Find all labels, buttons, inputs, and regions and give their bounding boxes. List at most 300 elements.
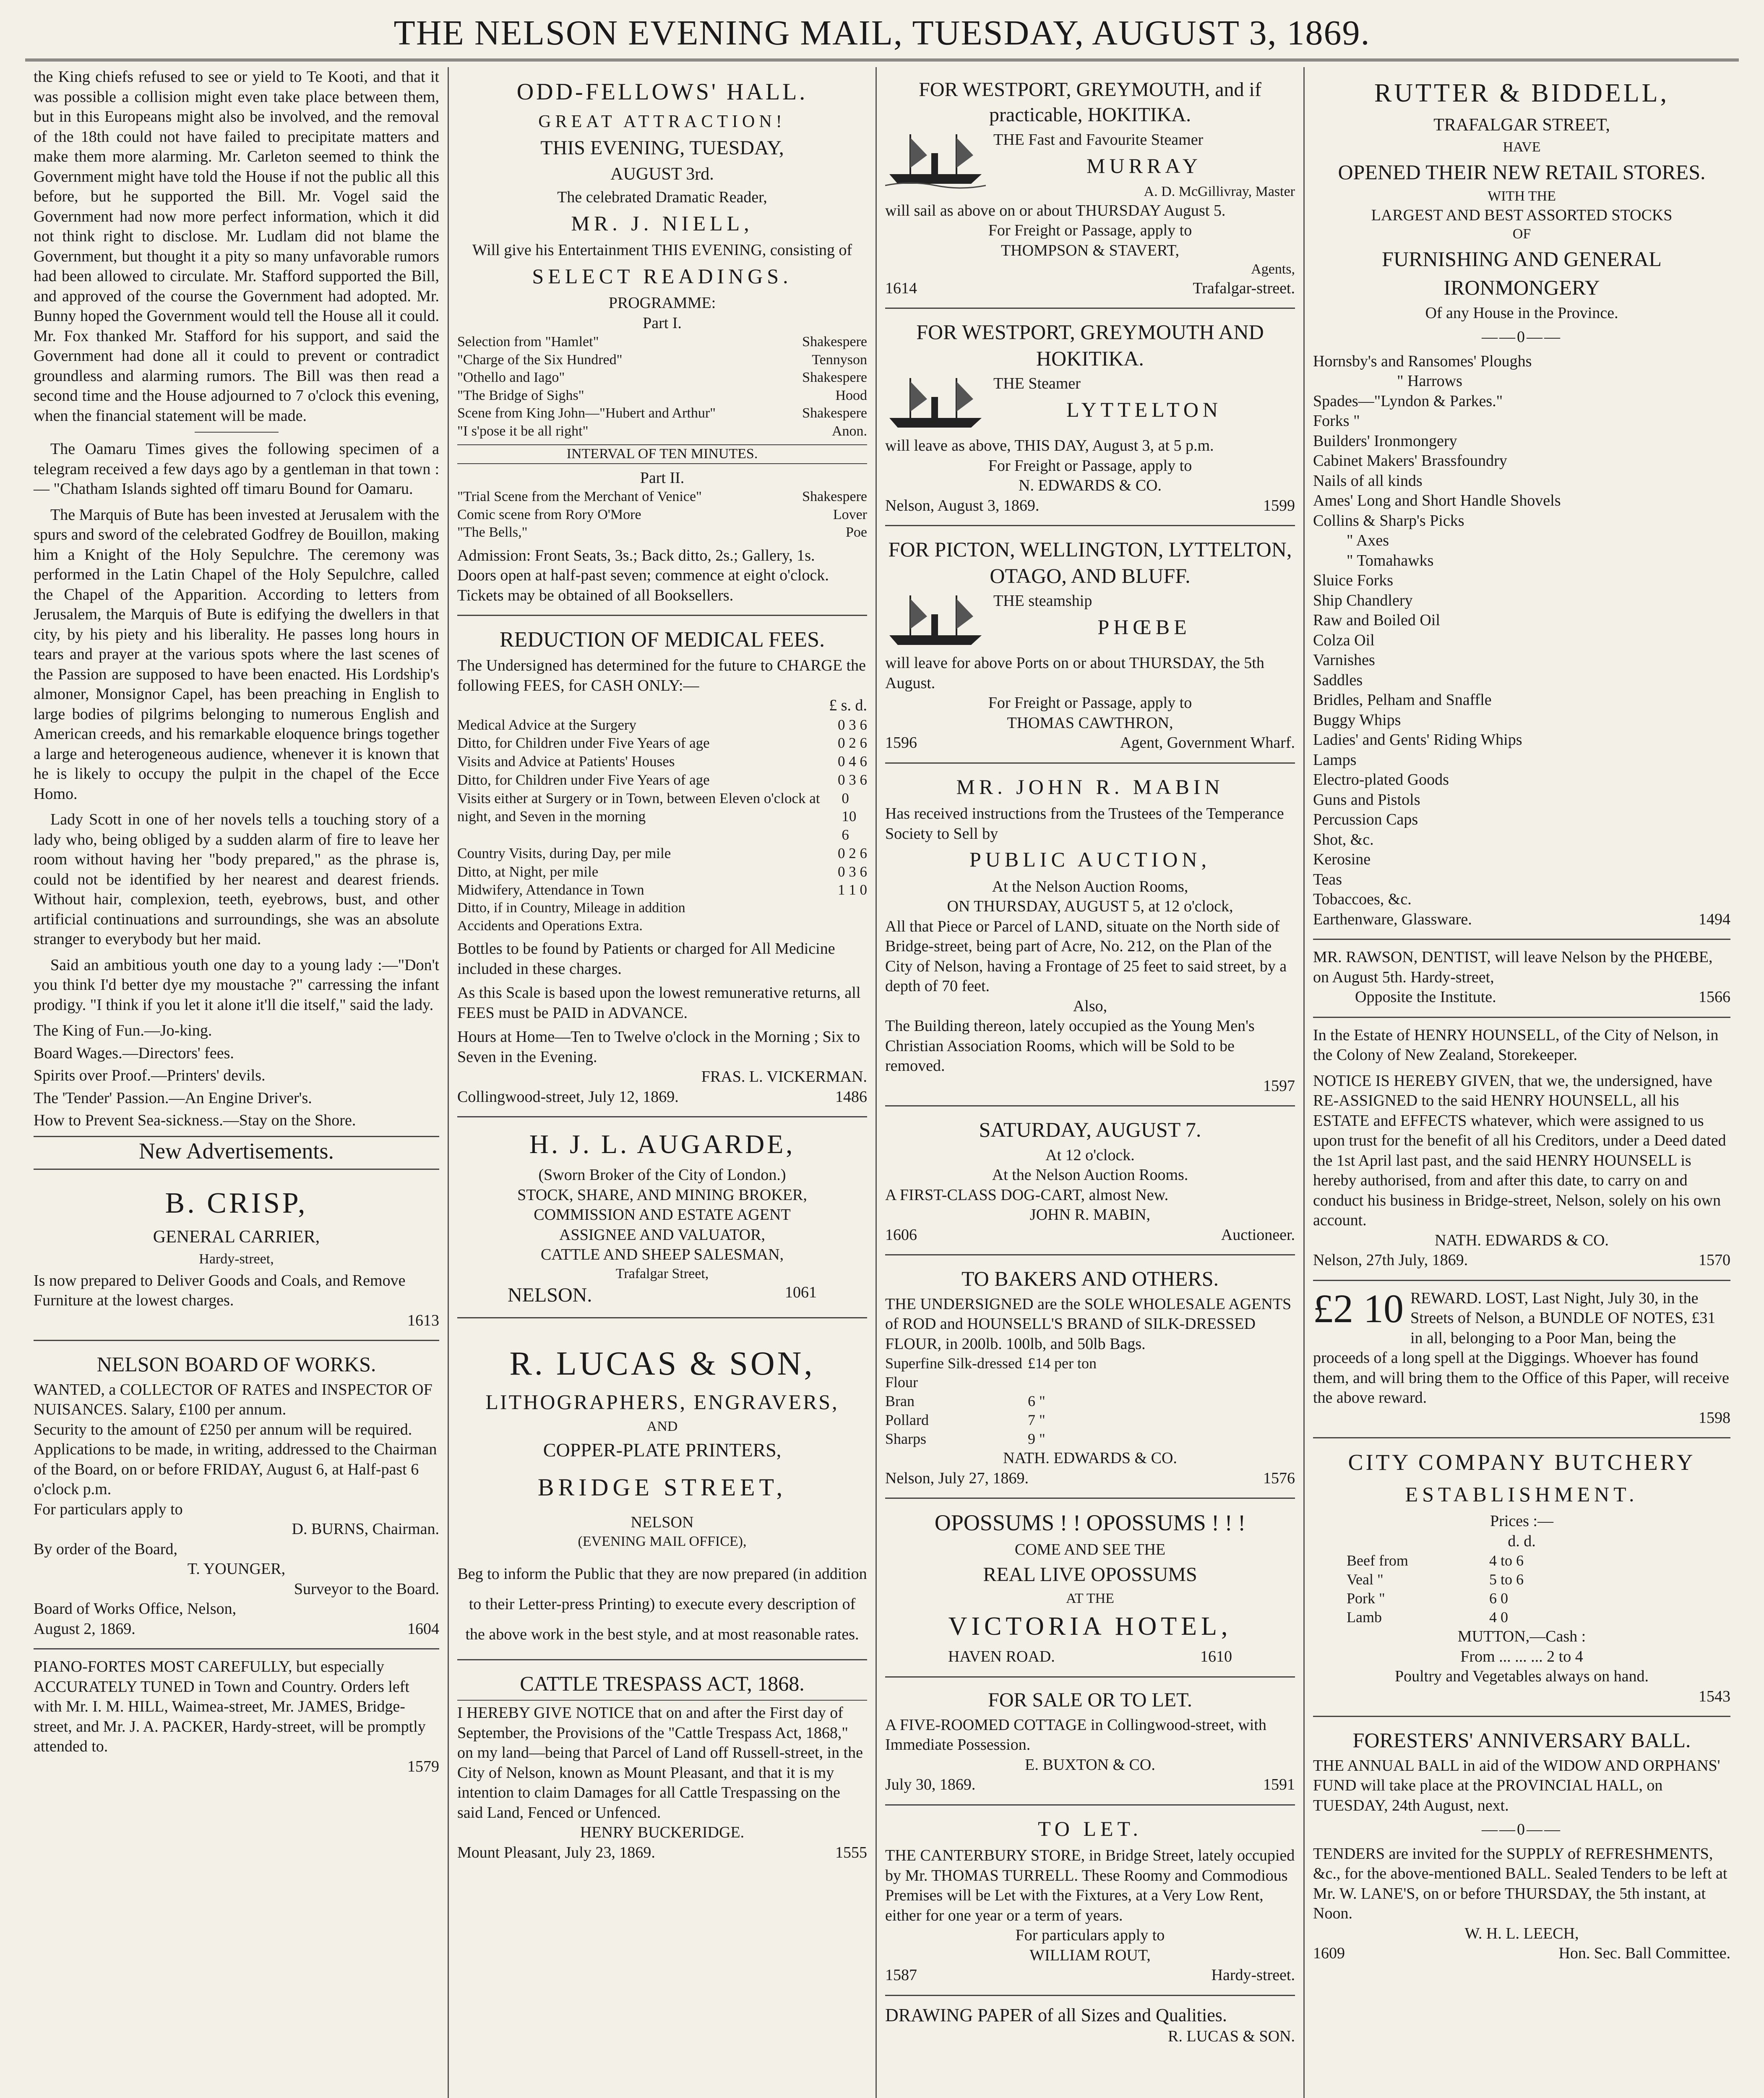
- ad-road: HAVEN ROAD.: [948, 1648, 1055, 1665]
- ad-agents-title: Agent, Government Wharf.: [1120, 734, 1295, 752]
- item-author: Poe: [846, 524, 867, 540]
- ad-title: B. CRISP,: [165, 1187, 308, 1219]
- ad-have: HAVE: [1503, 139, 1541, 155]
- ad-street: Hardy-street.: [1211, 1966, 1295, 1984]
- ad-title: FOR SALE OR TO LET.: [988, 1688, 1192, 1711]
- joke: The 'Tender' Passion.—An Engine Driver's.: [34, 1089, 312, 1107]
- ad-office: (EVENING MAIL OFFICE),: [578, 1533, 747, 1549]
- item-author: Shakespere: [802, 370, 867, 385]
- price-value: 7 ": [1028, 1412, 1045, 1428]
- fee-amount: 0 4 6: [838, 753, 867, 770]
- ad-signer: E. BUXTON & CO.: [1025, 1756, 1155, 1774]
- fee-row: [457, 844, 867, 863]
- ad-signer: R. LUCAS & SON.: [1168, 2027, 1295, 2045]
- item-title: "I s'pose it be all right": [457, 423, 589, 439]
- ad-title: MR. JOHN R. MABIN: [956, 775, 1224, 798]
- ad-text: As this Scale is based upon the lowest remunerative returns, all FEES must be PAID in ADVANCE.: [457, 984, 861, 1022]
- ad-agents-title: Agents,: [1251, 261, 1295, 277]
- price-label: Pollard: [885, 1412, 929, 1428]
- fee-amount: 1 1 0: [838, 882, 867, 898]
- ad-line: ASSIGNEE AND VALUATOR,: [559, 1226, 765, 1244]
- section-heading: New Advertisements.: [34, 1136, 439, 1170]
- ad-body: By order of the Board,: [34, 1540, 177, 1558]
- ad-signer: NATH. EDWARDS & CO.: [1435, 1231, 1609, 1249]
- ad-at: AT THE: [1066, 1591, 1114, 1606]
- ad-body: REWARD. LOST, Last Night, July 30, in the Streets of Nelson, a BUNDLE OF NOTES, £31 in all, belonging to a Poor Man, being the proceeds of a long spell at the Diggings. Whoever has found them, and will bring them to the Office of this Paper, will receive the above reward.: [1313, 1289, 1729, 1406]
- ad-lucas: [457, 1318, 867, 1660]
- ad-and: AND: [646, 1418, 678, 1434]
- ad-agents: THOMPSON & STAVERT,: [1001, 241, 1180, 259]
- programme-item: [457, 369, 867, 387]
- stock-item: Guns and Pistols: [1313, 791, 1420, 809]
- stock-item: Forks ": [1313, 412, 1360, 430]
- article-paragraph: the King chiefs refused to see or yield to Te Kooti, and that it was possible a collision might even take place between them, but in this Europeans might also be involved, and the removal of the 18th could not have failed to precipitate matters and make them more alarming. Mr. Carleton seemed to think the Government might have told the House if not the public all this before, but he supported the Bill. Mr. Vogel said the Government had now more perfect information, which it did not think right to disclose. Mr. Ludlam did not blame the Government, but thought it a pity so many unfavorable rumors had been allowed to circulate. Mr. Stafford supported the Bill, and approved of the course the Government had adopted. Mr. Bunny hoped the Government would tell the House all it could. Mr. Fox thanked Mr. Stafford for his support, and said the Government had done all it could to prevent or contradict groundless and alarming rumors. The Bill was then read a second time and the House adjourned to 7 o'clock this evening, when the financial statement will be made.: [34, 68, 439, 425]
- fee-label: Ditto, for Children under Five Years of age: [457, 771, 710, 788]
- stock-item: Collins & Sharp's Picks: [1313, 511, 1464, 530]
- ad-trade: LITHOGRAPHERS, ENGRAVERS,: [485, 1390, 839, 1414]
- ad-date: Nelson, 27th July, 1869.: [1313, 1251, 1468, 1269]
- ad-title: CITY COMPANY BUTCHERY: [1348, 1450, 1696, 1475]
- fee-label: Visits either at Surgery or in Town, between Eleven o'clock at night, and Seven in the morning: [457, 790, 820, 825]
- stock-item: Bridles, Pelham and Snaffle: [1313, 691, 1492, 709]
- ad-title: SELECT READINGS.: [532, 264, 792, 288]
- ad-number: 1494: [1699, 910, 1730, 928]
- stock-item: " Axes: [1347, 532, 1389, 549]
- price-label: Pork ": [1347, 1590, 1385, 1607]
- ad-street: BRIDGE STREET,: [537, 1473, 787, 1501]
- price-label: Sharps: [885, 1430, 926, 1447]
- divider: ——0——: [1482, 1821, 1562, 1838]
- price-row: [885, 1392, 1295, 1411]
- ad-date: August 2, 1869.: [34, 1620, 135, 1638]
- ad-text: Admission: Front Seats, 3s.; Back ditto, 2s.; Gallery, 1s.: [457, 546, 815, 564]
- ad-body: Is now prepared to Deliver Goods and Coals, and Remove Furniture at the lowest charges.: [34, 1271, 406, 1309]
- item-author: Tennyson: [812, 352, 867, 368]
- item-author: Shakespere: [802, 405, 867, 421]
- joke: How to Prevent Sea-sickness.—Stay on the Shore.: [34, 1112, 356, 1129]
- stock-item: Tobaccoes, &c.: [1313, 890, 1412, 908]
- ad-interval: INTERVAL OF TEN MINUTES.: [457, 444, 867, 464]
- stock-item: Nails of all kinds: [1313, 472, 1423, 490]
- ad-crisp: [34, 1175, 439, 1341]
- programme-item: [457, 488, 867, 506]
- ad-subtitle: GENERAL CARRIER,: [153, 1227, 320, 1247]
- price-row: [1313, 1608, 1730, 1627]
- ad-number: 1579: [407, 1757, 439, 1775]
- divider: [195, 432, 279, 433]
- ad-time: At 12 o'clock.: [1045, 1146, 1135, 1164]
- price-value: 4 0: [1489, 1609, 1508, 1626]
- ad-body: The Building thereon, lately occupied as the Young Men's Christian Association Rooms, which will be Sold to be removed.: [885, 1017, 1255, 1075]
- ad-when: THIS EVENING, TUESDAY,: [540, 136, 784, 159]
- stock-item: Colza Oil: [1313, 631, 1375, 649]
- ad-number: 1587: [885, 1966, 917, 1984]
- ad-text: The celebrated Dramatic Reader,: [557, 188, 767, 206]
- stock-item: " Harrows: [1397, 372, 1462, 390]
- fee-header: £ s. d.: [829, 697, 867, 714]
- steamship-icon: [885, 374, 986, 433]
- ad-line: COMMISSION AND ESTATE AGENT: [534, 1206, 791, 1224]
- stock-item: Teas: [1313, 870, 1342, 888]
- ad-establishment: ESTABLISHMENT.: [1405, 1482, 1639, 1506]
- ad-body: Beg to inform the Public that they are now prepared (in addition to their Letter-press Printing) to execute every description of the above work in the best style, and at most reasonable rates.: [457, 1565, 867, 1644]
- programme-item: [457, 333, 867, 351]
- stock-item: " Tomahawks: [1347, 551, 1434, 569]
- ad-text: Will give his Entertainment THIS EVENING, consisting of: [472, 241, 852, 259]
- ad-mutton: MUTTON,—Cash :: [1457, 1628, 1586, 1645]
- ad-saturday-auction: [885, 1106, 1295, 1255]
- ad-butchery: [1313, 1438, 1730, 1717]
- stock-item: Builders' Ironmongery: [1313, 432, 1457, 450]
- ad-title: NELSON BOARD OF WORKS.: [96, 1352, 376, 1376]
- ad-date: July 30, 1869.: [885, 1776, 976, 1793]
- item-title: "Charge of the Six Hundred": [457, 352, 623, 368]
- ad-number: 1598: [1699, 1409, 1730, 1427]
- ship-name: PHŒBE: [1097, 615, 1191, 639]
- ad-body: DRAWING PAPER of all Sizes and Qualities.: [885, 2004, 1227, 2025]
- ad-programme: PROGRAMME:: [608, 294, 716, 312]
- price-row: [1313, 1551, 1730, 1570]
- ad-foresters-ball: [1313, 1717, 1730, 1973]
- stock-item: Ladies' and Gents' Riding Whips: [1313, 731, 1522, 749]
- price-label: Veal ": [1347, 1571, 1384, 1588]
- item-author: Shakespere: [802, 334, 867, 350]
- programme-item: [457, 404, 867, 423]
- ad-prices: Prices :—: [1490, 1512, 1553, 1530]
- ad-title: REDUCTION OF MEDICAL FEES.: [499, 628, 825, 652]
- ad-text: For Freight or Passage, apply to: [988, 222, 1192, 239]
- item-title: "The Bridge of Sighs": [457, 387, 584, 403]
- ad-number: 1599: [1263, 496, 1295, 514]
- ad-number: 1609: [1313, 1944, 1345, 1962]
- price-row: [1313, 1570, 1730, 1589]
- ad-body: will leave as above, THIS DAY, August 3, at 5 p.m.: [885, 437, 1214, 454]
- column-2: [449, 67, 877, 2098]
- ad-piano: [34, 1649, 439, 1786]
- ad-signer: T. YOUNGER,: [187, 1560, 286, 1578]
- stock-item: Ship Chandlery: [1313, 591, 1413, 609]
- column-1: [25, 67, 449, 2098]
- ad-trade: COPPER-PLATE PRINTERS,: [543, 1439, 782, 1461]
- fee-amount: 0 2 6: [838, 845, 867, 861]
- ad-part: Part II.: [640, 469, 685, 487]
- ad-of: OF: [1512, 226, 1531, 242]
- ad-text: For particulars apply to: [1015, 1926, 1165, 1944]
- price-header: d. d.: [1508, 1532, 1536, 1550]
- joke: The King of Fun.—Jo-king.: [34, 1022, 212, 1039]
- ad-date: Nelson, August 3, 1869.: [885, 496, 1040, 514]
- fee-row: [457, 863, 867, 881]
- steamship-icon: [885, 591, 986, 650]
- ad-number: 1614: [885, 279, 917, 297]
- ad-number: 1486: [835, 1088, 867, 1106]
- ad-poultry: Poultry and Vegetables always on hand.: [1394, 1667, 1649, 1685]
- fee-amount: 0 3 6: [838, 771, 867, 788]
- ad-text: Accidents and Operations Extra.: [457, 918, 643, 934]
- ad-title: FOR WESTPORT, GREYMOUTH AND HOKITIKA.: [916, 320, 1264, 370]
- ad-title: TO LET.: [1038, 1816, 1142, 1840]
- ad-date: AUGUST 3rd.: [610, 164, 714, 184]
- ad-body: For particulars apply to: [34, 1500, 183, 1518]
- price-row: [1313, 1589, 1730, 1608]
- item-title: Scene from King John—"Hubert and Arthur": [457, 405, 716, 421]
- ad-street: Trafalgar-street.: [1193, 279, 1295, 297]
- ad-street: TRAFALGAR STREET,: [1433, 115, 1610, 135]
- ad-text: THE Steamer: [993, 375, 1081, 392]
- fee-amount: 0 3 6: [838, 863, 867, 880]
- fee-amount: 0 2 6: [838, 735, 867, 752]
- fee-row: [457, 752, 867, 771]
- ad-title: FORESTERS' ANNIVERSARY BALL.: [1352, 1728, 1691, 1752]
- ad-cattle-trespass: [457, 1660, 867, 1872]
- ad-text: Doors open at half-past seven; commence at eight o'clock.: [457, 566, 829, 584]
- ad-text: For Freight or Passage, apply to: [988, 457, 1192, 475]
- ship-name: LYTTELTON: [1066, 397, 1222, 421]
- programme-item: [457, 524, 867, 542]
- item-title: Selection from "Hamlet": [457, 334, 599, 350]
- price-label: Bran: [885, 1393, 915, 1409]
- ad-number: 1061: [785, 1284, 817, 1301]
- ad-number: 1596: [885, 734, 917, 752]
- ad-number: 1576: [1263, 1469, 1295, 1487]
- ad-text: (Sworn Broker of the City of London.): [538, 1166, 786, 1184]
- ad-body: THE CANTERBURY STORE, in Bridge Street, lately occupied by Mr. THOMAS TURRELL. These Roomy and Commodious Premises will be Let with the Fixtures, at a Very Low Rent, either for one year or a term of years.: [885, 1847, 1295, 1924]
- ad-signer-title: Surveyor to the Board.: [294, 1580, 439, 1598]
- fee-row: [457, 789, 867, 844]
- ad-murray: [885, 67, 1295, 309]
- fee-label: Medical Advice at the Surgery: [457, 716, 637, 733]
- ad-medical-fees: [457, 616, 867, 1117]
- ad-text: THE Fast and Favourite Steamer: [993, 131, 1204, 149]
- masthead: THE NELSON EVENING MAIL, TUESDAY, AUGUST 3, 1869.: [25, 13, 1739, 61]
- divider: ——0——: [1482, 328, 1562, 346]
- ad-number: 1543: [1699, 1687, 1730, 1705]
- ad-body: WANTED, a COLLECTOR OF RATES and INSPECTOR OF NUISANCES. Salary, £100 per annum.: [34, 1380, 433, 1418]
- ad-title: SATURDAY, AUGUST 7.: [979, 1118, 1201, 1141]
- ad-sub: Opposite the Institute.: [1355, 988, 1496, 1006]
- fee-row: [457, 734, 867, 752]
- ad-text: COME AND SEE THE: [1014, 1540, 1166, 1558]
- price-value: £14 per ton: [1028, 1355, 1097, 1372]
- ad-number: 1566: [1699, 988, 1730, 1006]
- price-row: [885, 1354, 1295, 1392]
- ad-body: will leave for above Ports on or about THURSDAY, the 5th August.: [885, 654, 1264, 692]
- stock-item: Hornsby's and Ransomes' Ploughs: [1313, 352, 1532, 370]
- item-author: Hood: [835, 387, 867, 403]
- ad-lyttelton: [885, 309, 1295, 526]
- fee-label: Midwifery, Attendance in Town: [457, 882, 644, 898]
- ad-rawson: [1313, 940, 1730, 1018]
- ad-number: 1604: [407, 1620, 439, 1638]
- ad-reward: [1313, 1281, 1730, 1439]
- price-label: Beef from: [1347, 1552, 1408, 1569]
- ad-text: For Freight or Passage, apply to: [988, 694, 1192, 712]
- ad-signer: WILLIAM ROUT,: [1029, 1946, 1151, 1964]
- item-author: Lover: [833, 506, 867, 522]
- stock-item: Cabinet Makers' Brassfoundry: [1313, 452, 1507, 470]
- ad-with: WITH THE: [1488, 188, 1556, 204]
- ad-text: The Undersigned has determined for the future to CHARGE the following FEES, for CASH ONLY:—: [457, 657, 866, 694]
- ad-body: THE ANNUAL BALL in aid of the WIDOW AND ORPHANS' FUND will take place at the PROVINCIAL HALL, on TUESDAY, 24th August, next.: [1313, 1756, 1720, 1814]
- ad-drawing-paper: [885, 1996, 1295, 2056]
- ad-text: Ditto, if in Country, Mileage in addition: [457, 900, 685, 916]
- fee-row: [457, 771, 867, 789]
- item-author: Shakespere: [802, 489, 867, 504]
- stock-item: Lamps: [1313, 751, 1357, 769]
- article-paragraph: The Marquis of Bute has been invested at Jerusalem with the spurs and sword of the celebrated Godfrey de Bouillon, making him a Knight of the Holy Sepulchre. The ceremony was performed in the Latin Chapel of the Holy Sepulchre, called the Chapel of the Apparition. According to letters from Jerusalem, the Marquis of Bute is edifying the dwellers in that city, by his piety and his liberality. He passes long hours in tears and prayer at the various spots where the last scenes of the Passion are supposed to have been enacted. His Lordship's almoner, Monsignor Capel, has been preaching in English to large bodies of pilgrims belonging to numerous English and American creeds, and his remarkable eloquence brings together a large and heterogeneous audience, whenever it is known that he is likely to occupy the pulpit in the chapel of the Ecce Homo.: [34, 506, 439, 803]
- stock-item: Saddles: [1313, 671, 1363, 689]
- ad-title: OPOSSUMS ! ! OPOSSUMS ! ! !: [934, 1510, 1246, 1535]
- ad-street: Trafalgar Street,: [615, 1266, 709, 1281]
- ad-title: FOR WESTPORT, GREYMOUTH, and if practicable, HOKITIKA.: [919, 78, 1261, 126]
- ad-furnishing: FURNISHING AND GENERAL: [1382, 247, 1662, 271]
- stock-item: Raw and Boiled Oil: [1313, 611, 1440, 629]
- reward-amount: £2 10: [1313, 1286, 1404, 1331]
- stock-item: Buggy Whips: [1313, 711, 1401, 729]
- ad-to-let: [885, 1806, 1295, 1996]
- ad-address: Mount Pleasant, July 23, 1869.: [457, 1843, 655, 1861]
- joke: Spirits over Proof.—Printers' devils.: [34, 1067, 266, 1084]
- programme-item: [457, 506, 867, 524]
- ad-text: Tickets may be obtained of all Booksellers.: [457, 586, 734, 604]
- fee-amount: 0 3 6: [838, 716, 867, 733]
- item-title: "Trial Scene from the Merchant of Venice": [457, 489, 702, 504]
- item-author: Anon.: [831, 423, 867, 439]
- ad-hotel: VICTORIA HOTEL,: [948, 1612, 1232, 1641]
- fee-label: Country Visits, during Day, per mile: [457, 845, 671, 861]
- stock-list: [1313, 352, 1730, 930]
- column-3: [877, 67, 1305, 2098]
- price-value: 9 ": [1028, 1430, 1045, 1447]
- fee-label: Ditto, for Children under Five Years of age: [457, 735, 710, 752]
- item-title: Comic scene from Rory O'More: [457, 506, 641, 522]
- ad-from: From ... ... ... 2 to 4: [1460, 1647, 1583, 1665]
- ad-text: THE steamship: [993, 592, 1092, 610]
- ad-title: FOR PICTON, WELLINGTON, LYTTELTON, OTAGO, AND BLUFF.: [888, 538, 1292, 587]
- item-title: "The Bells,": [457, 524, 528, 540]
- ad-body: Applications to be made, in writing, addressed to the Chairman of the Board, on or before FRIDAY, August 6, at Half-past 6 o'clock p.m.: [34, 1440, 437, 1498]
- ad-hounsell: [1313, 1018, 1730, 1281]
- ad-line: STOCK, SHARE, AND MINING BROKER,: [517, 1186, 807, 1204]
- stock-item: Earthenware, Glassware.: [1313, 910, 1472, 928]
- ad-signer: JOHN R. MABIN,: [1029, 1206, 1151, 1224]
- ad-agents: THOMAS CAWTHRON,: [1007, 714, 1173, 732]
- ad-number: 1606: [885, 1226, 917, 1244]
- ad-title: RUTTER & BIDDELL,: [1374, 79, 1669, 107]
- price-value: 6 ": [1028, 1393, 1045, 1409]
- stock-item: Kerosine: [1313, 851, 1371, 868]
- ad-text: Bottles to be found by Patients or charged for All Medicine included in these charges.: [457, 940, 835, 978]
- ad-signer: W. H. L. LEECH,: [1464, 1924, 1579, 1942]
- ad-title: R. LUCAS & SON,: [509, 1345, 815, 1382]
- ship-name: MURRAY: [1087, 154, 1202, 177]
- joke: Board Wages.—Directors' fees.: [34, 1044, 234, 1062]
- price-value: 6 0: [1489, 1590, 1508, 1607]
- ad-title: H. J. L. AUGARDE,: [529, 1129, 795, 1159]
- ad-signer-title: Hon. Sec. Ball Committee.: [1558, 1944, 1730, 1962]
- ad-board-of-works: [34, 1341, 439, 1649]
- stock-item: Spades—"Lyndon & Parkes.": [1313, 392, 1503, 410]
- ad-body: THE UNDERSIGNED are the SOLE WHOLESALE AGENTS of ROD and HOUNSELL'S BRAND of SILK-DRESSED FLOUR, in 200lb. 100lb, and 50lb Bags.: [885, 1295, 1292, 1353]
- programme-item: [457, 423, 867, 441]
- ad-body: PIANO-FORTES MOST CAREFULLY, but especially ACCURATELY TUNED in Town and Country. Orders left with Mr. I. M. HILL, Waimea-street, Mr. JAMES, Bridge-street, and Mr. J. A. PACKER, Hardy-street, will be promptly attended to.: [34, 1658, 426, 1755]
- steamship-icon: [885, 130, 986, 189]
- ad-master: A. D. McGillivray, Master: [1144, 184, 1295, 199]
- ad-number: 1610: [1200, 1648, 1232, 1665]
- ad-number: 1555: [835, 1843, 867, 1861]
- ad-phoebe: [885, 526, 1295, 764]
- ad-subtitle: GREAT ATTRACTION!: [538, 112, 786, 131]
- ad-ironmongery: IRONMONGERY: [1444, 276, 1600, 299]
- ad-body: will sail as above on or about THURSDAY August 5.: [885, 201, 1226, 219]
- ad-body: Has received instructions from the Trustees of the Temperance Society to Sell by: [885, 805, 1284, 843]
- ad-number: 1613: [407, 1311, 439, 1329]
- fee-label: Visits and Advice at Patients' Houses: [457, 753, 675, 770]
- column-4: [1305, 67, 1739, 2098]
- ad-signer: NATH. EDWARDS & CO.: [1003, 1449, 1177, 1467]
- ad-town: NELSON.: [508, 1284, 592, 1306]
- ad-province: Of any House in the Province.: [1425, 304, 1618, 322]
- ad-body: A FIVE-ROOMED COTTAGE in Collingwood-street, with Immediate Possession.: [885, 1716, 1266, 1754]
- ad-opened: OPENED THEIR NEW RETAIL STORES.: [1338, 160, 1706, 184]
- stock-item: Varnishes: [1313, 651, 1375, 669]
- ad-opossums: [885, 1499, 1295, 1678]
- fee-amount: 0 10 6: [842, 790, 857, 843]
- ad-office: Board of Works Office, Nelson,: [34, 1600, 237, 1618]
- price-value: 4 to 6: [1489, 1552, 1524, 1569]
- ad-bakers: [885, 1255, 1295, 1499]
- ad-part: Part I.: [643, 314, 682, 332]
- ad-signer-title: Auctioneer.: [1221, 1226, 1295, 1244]
- stock-item: Sluice Forks: [1313, 571, 1394, 589]
- ad-largest: LARGEST AND BEST ASSORTED STOCKS: [1371, 206, 1673, 224]
- ad-auction: PUBLIC AUCTION,: [969, 848, 1211, 871]
- ad-body: I HEREBY GIVE NOTICE that on and after the First day of September, the Provisions of the "Cattle Trespass Act, 1868," on my land—being that Parcel of Land off Russell-street, in the City of Nelson, known as Mount Pleasant, and that it is my intention to claim Damages for all Cattle Trespassing on the said Land, Fenced or Unfenced.: [457, 1704, 863, 1821]
- programme-item: [457, 387, 867, 405]
- article-paragraph: The Oamaru Times gives the following specimen of a telegram received a few days ago by a gentleman in that town :— "Chatham Islands sighted off timaru Bound for Oamaru.: [34, 440, 439, 498]
- ad-address: Collingwood-street, July 12, 1869.: [457, 1088, 679, 1106]
- ad-for-sale: [885, 1678, 1295, 1806]
- ad-rutter: [1313, 67, 1730, 940]
- ad-body: Security to the amount of £250 per annum will be required.: [34, 1420, 412, 1438]
- stock-item: Shot, &c.: [1313, 830, 1374, 848]
- article-paragraph: Said an ambitious youth one day to a young lady :—"Don't you think I'd better dye my moustache ?" carressing the infant prodigy. "I think if you let it alone it'll die itself," said the lady.: [34, 956, 439, 1014]
- ad-line: CATTLE AND SHEEP SALESMAN,: [540, 1246, 784, 1263]
- ad-title: CATTLE TRESPASS ACT, 1868.: [457, 1670, 867, 1701]
- price-value: 5 to 6: [1489, 1571, 1524, 1588]
- stock-item: Electro-plated Goods: [1313, 771, 1449, 788]
- ad-augarde: [457, 1117, 867, 1318]
- ad-mabin: [885, 764, 1295, 1107]
- ad-body: All that Piece or Parcel of LAND, situate on the North side of Bridge-street, being part of Acre, No. 212, on the Plan of the City of Nelson, having a Frontage of 25 feet to said street, by a depth of 70 feet.: [885, 917, 1287, 995]
- ad-performer: MR. J. NIELL,: [571, 211, 753, 235]
- item-title: "Othello and Iago": [457, 370, 565, 385]
- price-row: [885, 1430, 1295, 1448]
- price-label: Superfine Silk-dressed Flour: [885, 1355, 1022, 1391]
- ad-text: Hours at Home—Ten to Twelve o'clock in the Morning ; Six to Seven in the Evening.: [457, 1028, 860, 1066]
- ad-street: Hardy-street,: [199, 1251, 274, 1267]
- ad-number: 1570: [1699, 1251, 1730, 1269]
- ad-estate: In the Estate of HENRY HOUNSELL, of the City of Nelson, in the Colony of New Zealand, Storekeeper.: [1313, 1026, 1719, 1064]
- ad-number: 1597: [1263, 1077, 1295, 1095]
- ad-also: Also,: [1073, 997, 1107, 1015]
- stock-item: Percussion Caps: [1313, 811, 1418, 828]
- ad-agents: N. EDWARDS & CO.: [1019, 477, 1162, 494]
- ad-number: 1591: [1263, 1776, 1295, 1793]
- ad-text: REAL LIVE OPOSSUMS: [983, 1563, 1197, 1586]
- ad-where: At the Nelson Auction Rooms.: [992, 1166, 1188, 1184]
- ad-body: TENDERS are invited for the SUPPLY of REFRESHMENTS, &c., for the above-mentioned BALL. Sealed Tenders to be left at Mr. W. LANE'S, on or before THURSDAY, the 5th instant, at Noon.: [1313, 1845, 1728, 1922]
